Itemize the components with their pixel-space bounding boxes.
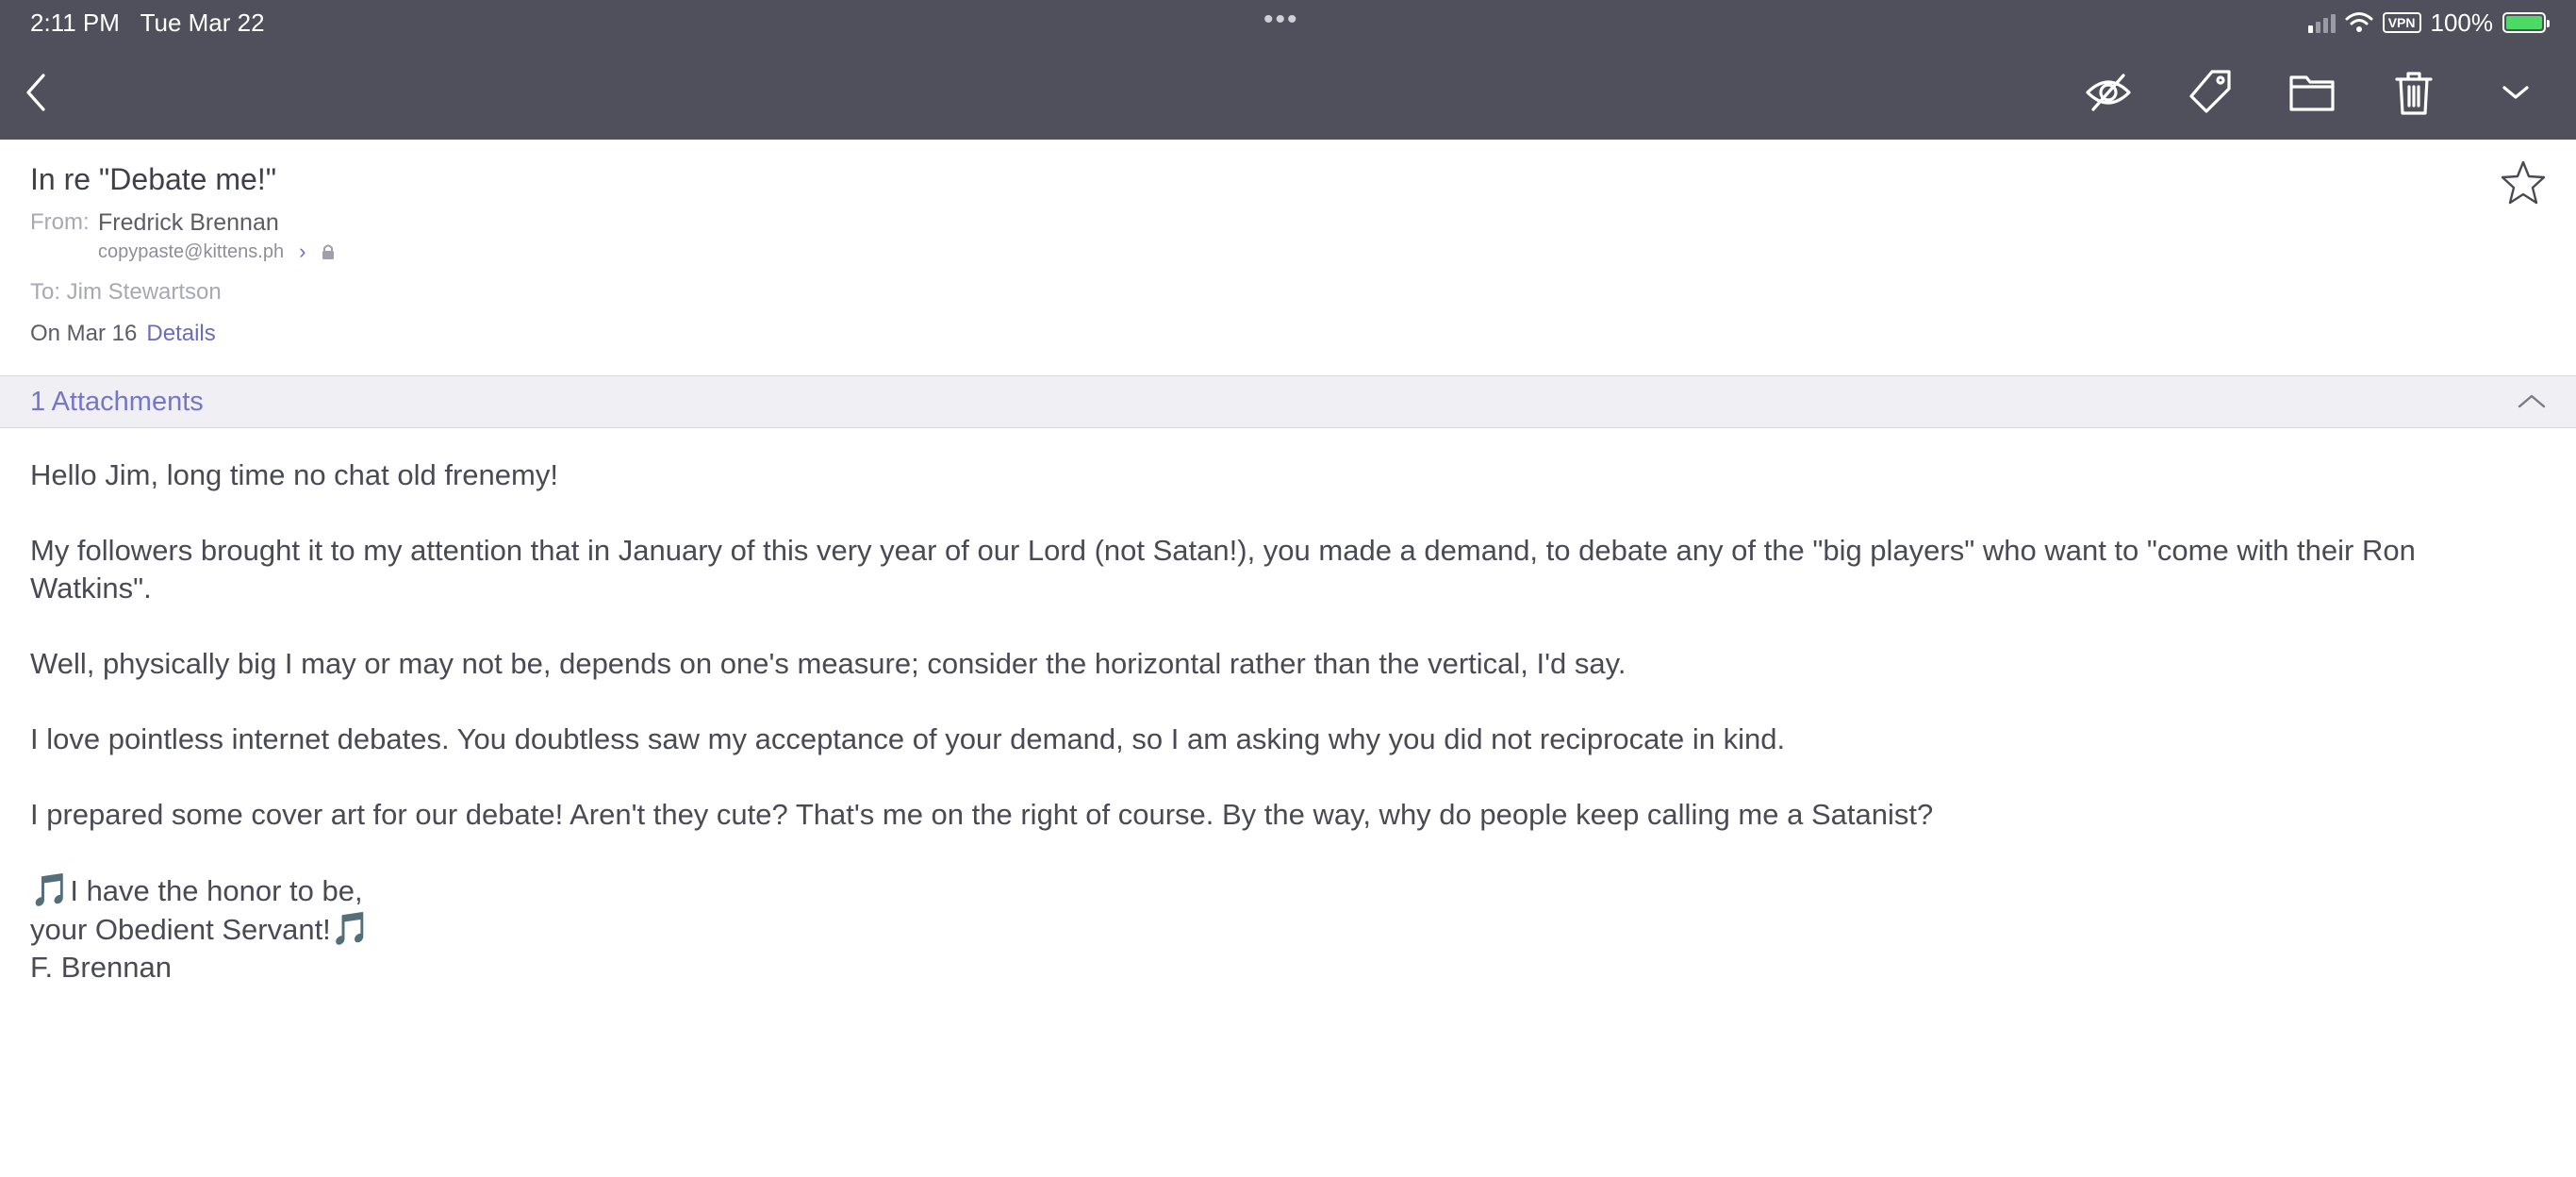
body-paragraph: Hello Jim, long time no chat old frenemy! (30, 458, 558, 491)
battery-icon (2502, 12, 2546, 33)
trash-icon (2387, 66, 2440, 119)
status-bar (0, 0, 2576, 43)
chevron-up-icon[interactable] (2516, 390, 2548, 414)
status-date: Tue Mar 22 (140, 8, 265, 37)
star-icon[interactable] (2499, 158, 2548, 207)
trash-button[interactable] (2386, 64, 2442, 121)
body-paragraph: I prepared some cover art for our debate! Aren't they cute? That's me on the right of course. By the way, why do people keep calling me a Satanist? (30, 798, 1934, 831)
folder-icon (2286, 66, 2338, 119)
signature (30, 871, 2538, 986)
email-body (30, 456, 2538, 986)
top-chrome (0, 0, 2576, 140)
back-icon (19, 70, 57, 115)
email-header (0, 140, 2576, 375)
mark-unread-button[interactable] (2080, 64, 2137, 121)
sender-email-row[interactable] (98, 240, 336, 264)
status-indicators (2308, 8, 2546, 38)
multitasking-dots[interactable]: ••• (1263, 4, 1299, 35)
body-paragraph: My followers brought it to my attention that in January of this very year of our Lord (not Satan!), you made a demand, to debate any of the "big players" who want to "come with their Ron Watkins". (30, 534, 2416, 605)
toolbar (0, 43, 2576, 140)
sender-name[interactable]: Fredrick Brennan (98, 209, 279, 236)
date-row (30, 321, 216, 347)
signature-name: F. Brennan (30, 951, 172, 984)
body-paragraph: I love pointless internet debates. You doubtless saw my acceptance of your demand, so I am asking why you did not reciprocate in kind. (30, 722, 1786, 755)
sender-email: copypaste@kittens.ph (98, 240, 285, 262)
attachments-label: 1 Attachments (30, 387, 204, 417)
details-link[interactable]: Details (146, 321, 216, 346)
battery-percent: 100% (2430, 8, 2493, 37)
from-label: From: (30, 209, 90, 235)
back-button[interactable] (9, 64, 66, 121)
tag-icon (2184, 66, 2237, 119)
signal-icon (2308, 12, 2336, 33)
move-folder-button[interactable] (2284, 64, 2340, 121)
signature-line: your Obedient Servant! (30, 913, 331, 946)
body-paragraph: Well, physically big I may or may not be, depends on one's measure; consider the horizontal rather than the vertical, I'd say. (30, 647, 1627, 680)
signature-line: I have the honor to be, (70, 874, 363, 907)
email-date: On Mar 16 (30, 321, 138, 346)
music-note-icon: 🎵 (330, 911, 372, 947)
chevron-down-icon (2497, 74, 2535, 111)
mark-unread-icon (2082, 66, 2135, 119)
attachments-bar[interactable] (0, 375, 2576, 428)
vpn-icon: VPN (2383, 12, 2421, 33)
music-note-icon: 🎵 (30, 872, 71, 908)
chevron-right-icon: › (299, 240, 306, 263)
wifi-icon (2345, 11, 2373, 34)
email-subject: In re "Debate me!" (30, 162, 277, 196)
tag-button[interactable] (2182, 64, 2238, 121)
lock-icon (321, 243, 336, 260)
status-time: 2:11 PM Tue Mar 22 (30, 8, 265, 37)
more-button[interactable] (2487, 64, 2544, 121)
recipient-line[interactable]: To: Jim Stewartson (30, 279, 222, 305)
